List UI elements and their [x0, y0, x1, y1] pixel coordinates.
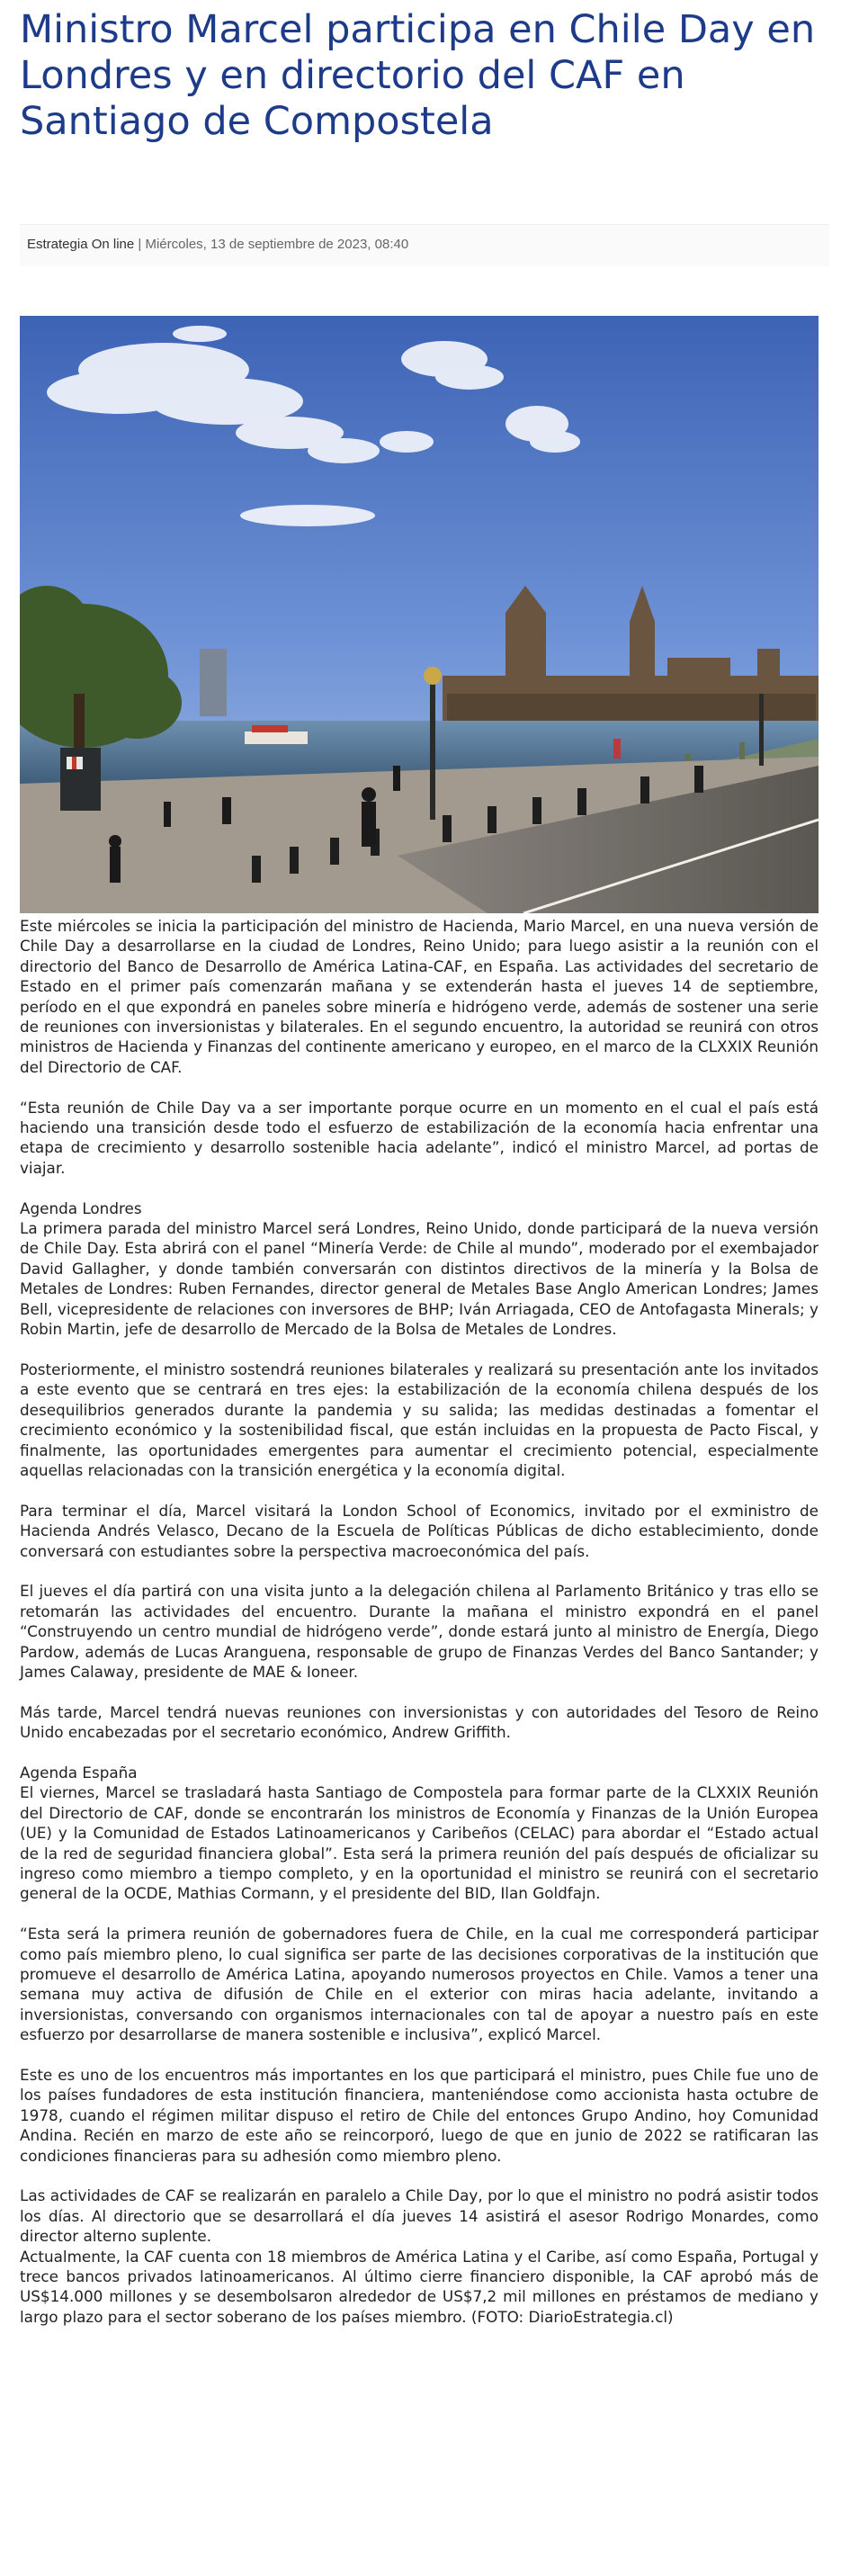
- paragraph: Más tarde, Marcel tendrá nuevas reuniones con inversionistas y con autoridades del Tesoro de Reino Unido encabezadas por el secretario económico, Andrew Griffith.: [20, 1702, 819, 1742]
- meta-bar: [20, 224, 829, 266]
- section-heading-espana: Agenda España: [20, 1763, 138, 1782]
- meta-separator: |: [138, 237, 142, 252]
- article-meta: [27, 237, 408, 252]
- paragraph: Posteriormente, el ministro sostendrá reuniones bilaterales y realizará su presentación ante los invitados a este evento que se centrará en tres ejes: la estabilización de la economía chilena después de los desequilibrios generados durante la pandemia y su salida; las medidas destinadas a fomentar el crecimiento económico y la sostenibilidad fiscal, que están incluidas en la propuesta de Pacto Fiscal, y finalmente, las oportunidades emergentes para aumentar el crecimiento potencial, especialmente aquellas relacionadas con la transición energética y la economía digital.: [20, 1360, 819, 1479]
- parliament-photo-illustration: [20, 316, 819, 913]
- article-source[interactable]: Estrategia On line: [27, 237, 135, 252]
- paragraph: “Esta reunión de Chile Day va a ser importante porque ocurre en un momento en el cual el país está haciendo una transición desde todo el esfuerzo de estabilización de la economía hacia enfrentar una etapa de crecimiento y desarrollo sostenible hacia adelante”, indicó el ministro Marcel, ad portas de viajar.: [20, 1098, 819, 1177]
- paragraph: Las actividades de CAF se realizarán en paralelo a Chile Day, por lo que el ministro no podrá asistir todos los días. Al directorio que se desarrollará el día jueves 14 asistirá el asesor Rodrigo Monardes, como director alterno suplente.: [20, 2186, 819, 2246]
- paragraph: Este es uno de los encuentros más importantes en los que participará el ministro, pues Chile fue uno de los países fundadores de esta institución financiera, manteniéndose como accionista hasta octubre de 1978, cuando el régimen militar dispuso el retiro de Chile del entonces Grupo Andino, hoy Comunidad Andina. Recién en marzo de este año se reincorporó, luego de que en junio de 2022 se ratificaran las condiciones financieras para su adhesión como miembro pleno.: [20, 2066, 819, 2165]
- article-date: Miércoles, 13 de septiembre de 2023, 08:40: [145, 237, 409, 252]
- paragraph: Actualmente, la CAF cuenta con 18 miembros de América Latina y el Caribe, así como España, Portugal y trece bancos privados latinoamericanos. Al último cierre financiero disponible, la CAF aprobó más de US$14.000 millones y se desembolsaron alrededor de US$7,2 mil millones en préstamos de mediano y largo plazo para el sector soberano de los países miembro. (FOTO: DiarioEstrategia.cl): [20, 2247, 819, 2326]
- section-heading-londres: Agenda Londres: [20, 1198, 142, 1217]
- paragraph: El jueves el día partirá con una visita junto a la delegación chilena al Parlamento Británico y tras ello se retomarán las actividades del encuentro. Durante la mañana el ministro expondrá en el panel “Construyendo un centro mundial de hidrógeno verde”, donde estará junto al ministro de Energía, Diego Pardow, además de Lucas Aranguena, responsable de grupo de Finanzas Verdes del Banco Santander; y James Calaway, presidente de MAE & Ioneer.: [20, 1582, 819, 1681]
- article-title: Ministro Marcel participa en Chile Day en Londres y en directorio del CAF en Santiago de Compostela: [20, 7, 816, 144]
- paragraph: “Esta será la primera reunión de gobernadores fuera de Chile, en la cual me corresponderá participar como país miembro pleno, lo cual significa ser parte de las decisiones corporativas de la institución que promueve el desarrollo de América Latina, apoyando numerosos proyectos en Chile. Vamos a tener una semana muy activa de difusión de Chile en el exterior con miras hacia adelante, invitando a inversionistas, conversando con organismos internacionales con tal de apoyar a nuestro país en este esfuerzo por desarrollarse de manera sostenible e inclusiva”, explicó Marcel.: [20, 1925, 819, 2044]
- article-body: [20, 916, 819, 2347]
- paragraph: Este miércoles se inicia la participación del ministro de Hacienda, Mario Marcel, en una nueva versión de Chile Day a desarrollarse en la ciudad de Londres, Reino Unido; para luego asistir a la reunión con el directorio del Banco de Desarrollo de América Latina-CAF, en España. Las actividades del secretario de Estado en el primer país comenzarán mañana y se extenderán hasta el jueves 14 de septiembre, período en el que expondrá en paneles sobre minería e hidrógeno verde, además de sostener una serie de reuniones con inversionistas y bilaterales. En el segundo encuentro, la autoridad se reunirá con otros ministros de Hacienda y Finanzas del continente americano y europeo, en el marco de la CLXXIX Reunión del Directorio de CAF.: [20, 917, 819, 1076]
- paragraph: El viernes, Marcel se trasladará hasta Santiago de Compostela para formar parte de la CLXXIX Reunión del Directorio de CAF, donde se encontrarán los ministros de Economía y Finanzas de la Unión Europea (UE) y la Comunidad de Estados Latinoamericanos y Caribeños (CELAC) para abordar el “Estado actual de la red de seguridad financiera global”. Esta será la primera reunión del país después de oficializar su ingreso como miembro a tiempo completo, y en la oportunidad el ministro se reunirá con el secretario general de la OCDE, Mathias Cormann, y el presidente del BID, Ilan Goldfajn.: [20, 1783, 819, 1903]
- paragraph: Para terminar el día, Marcel visitará la London School of Economics, invitado por el exministro de Hacienda Andrés Velasco, Decano de la Escuela de Políticas Públicas de dicho establecimiento, donde conversará con estudiantes sobre la perspectiva macroeconómica del país.: [20, 1501, 819, 1560]
- paragraph: La primera parada del ministro Marcel será Londres, Reino Unido, donde participará de la nueva versión de Chile Day. Esta abrirá con el panel “Minería Verde: de Chile al mundo”, moderado por el exembajador David Gallagher, y donde también conversarán con distintos directivos de la minería y la Bolsa de Metales de Londres: Ruben Fernandes, director general de Metales Base Anglo American Londres; James Bell, vicepresidente de relaciones con inversores de BHP; Iván Arriagada, CEO de Antofagasta Minerals; y Robin Martin, jefe de desarrollo de Mercado de la Bolsa de Metales de Londres.: [20, 1219, 819, 1339]
- article-photo: [20, 316, 819, 913]
